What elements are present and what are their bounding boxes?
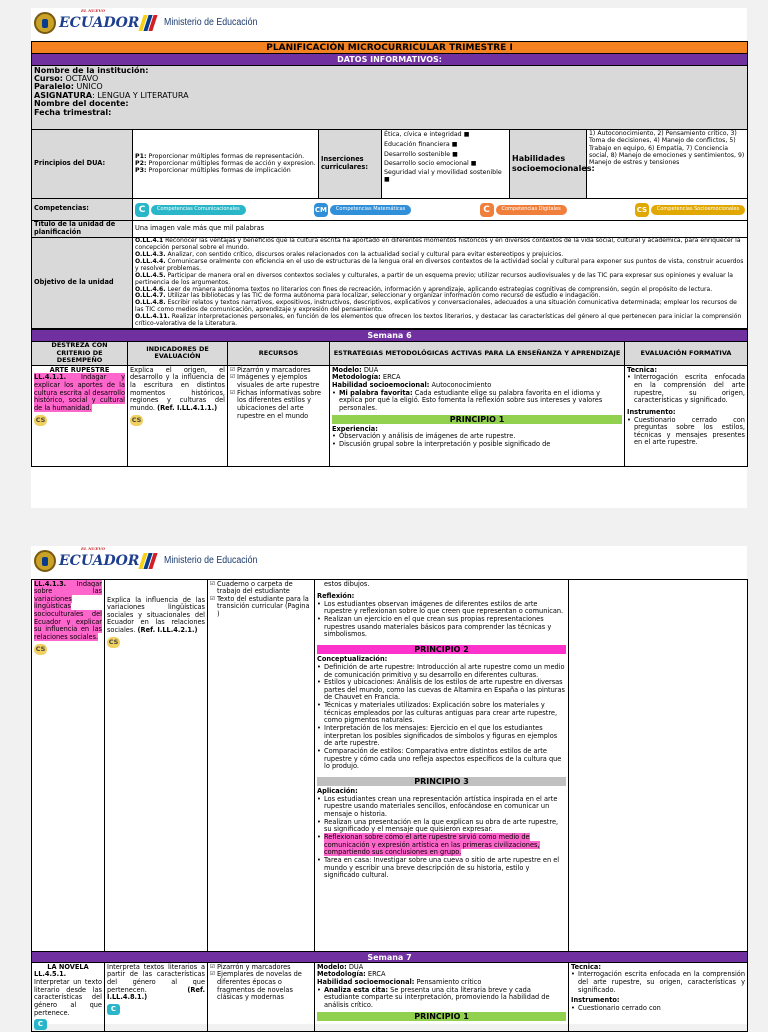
flag-stripes-icon bbox=[141, 15, 156, 31]
semana-7-header: Semana 7 bbox=[32, 952, 748, 963]
brand-logo: EL NUEVO ECUADOR bbox=[59, 545, 140, 569]
p2-destreza: LL.4.1.3. Indagar sobre las variaciones lingüísticas socioculturales del Ecuador y explicar su influencia en las relaciones sociales. CS bbox=[32, 580, 105, 952]
w6-destreza: ARTE RUPESTRE LL.4.1.1. Indagar y explicar los aportes de la cultura escrita al desarrollo histórico, social y cultural de la humanidad. CS bbox=[32, 366, 128, 467]
week6-table bbox=[31, 329, 748, 467]
socioemocional-badge-icon: CS bbox=[108, 637, 119, 646]
p2-recursos: ☑ Cuaderno o carpeta de trabajo del estudiante ☑ Texto del estudiante para la transición curricular (Pagina ) bbox=[208, 580, 315, 952]
col-evaluacion: EVALUACIÓN FORMATIVA bbox=[625, 341, 748, 366]
fecha-label: Fecha trimestral: bbox=[34, 107, 112, 117]
w6-estrategias: Modelo: DUA Metodología: ERCA Habilidad socioemocional: Autoconocimiento • Mi palabra favorita: Cada estudiante elige su palabra favorita en el idioma y explica por qué la eligió. Esto fomenta la reflexión sobre sus intereses y valores personales. PRINCIPIO 1 Experiencia: • Observación y análisis de imágenes de arte rupestre. • Discusión grupal sobre la interpretación y posible significado de bbox=[330, 366, 625, 467]
col-indicadores: INDICADORES DE EVALUACIÓN bbox=[128, 341, 228, 366]
socioemocional-badge-icon: CS bbox=[131, 415, 142, 424]
docente-label: Nombre del docente: bbox=[34, 99, 129, 109]
col-destreza: DESTREZA CON CRITERIO DE DESEMPEÑO bbox=[32, 341, 128, 366]
w7-recursos: ☑ Pizarrón y marcadores ☑ Ejemplares de novelas de diferentes épocas o fragmentos de novelas clásicas y modernas bbox=[208, 963, 315, 1031]
comunicacional-badge-icon: C bbox=[34, 1019, 47, 1030]
principio-2-header: PRINCIPIO 2 bbox=[317, 645, 566, 654]
page-header bbox=[31, 546, 747, 579]
dua-label: Principios del DUA: bbox=[32, 129, 133, 198]
w6-recursos: ☑ Pizarrón y marcadores ☑ Imágenes y ejemplos visuales de arte rupestre ☑ Fichas informativas sobre los diferentes estilos y ubicaciones del arte rupestre en el mundo bbox=[228, 366, 330, 467]
ministry-name: Ministerio de Educación bbox=[164, 555, 258, 567]
week6-continued-table bbox=[31, 579, 748, 1032]
socioemocional-badge-icon: CS bbox=[35, 644, 46, 653]
unidad-value: Una imagen vale más que mil palabras bbox=[133, 220, 748, 237]
paralelo-line: Paralelo: UNICO bbox=[34, 82, 103, 92]
w7-indicador: Interpreta textos literarios a partir de las características del género al que pertenecen. (Ref. I.LL.4.8.1.) C bbox=[105, 963, 208, 1031]
p2-evaluacion bbox=[569, 580, 748, 952]
datos-header: DATOS INFORMATIVOS: bbox=[32, 54, 748, 65]
competencias-row bbox=[133, 198, 748, 220]
ministry-name: Ministerio de Educación bbox=[164, 17, 258, 29]
info-table bbox=[31, 41, 748, 329]
page-header bbox=[31, 8, 747, 41]
comunicacionales-icon: C bbox=[135, 203, 149, 217]
col-estrategias: ESTRATEGIAS METODOLÓGICAS ACTIVAS PARA LA ENSEÑANZA Y APRENDIZAJE bbox=[330, 341, 625, 366]
crest-icon bbox=[34, 12, 56, 34]
w7-evaluacion: Tecnica: • Interrogación escrita enfocada en la comprensión del arte rupestre, su origen, características y significado. Instrumento: • Cuestionario cerrado con bbox=[569, 963, 748, 1031]
w6-indicador: Explica el origen, el desarrollo y la influencia de la escritura en distintos momentos históricos, regiones y culturas del mundo. (Ref. I.LL.4.1.1.) CS bbox=[128, 366, 228, 467]
flag-stripes-icon bbox=[141, 553, 156, 569]
institution-label: Nombre de la institución: bbox=[34, 65, 149, 75]
w7-estrategias: Modelo: DUA Metodología: ERCA Habilidad socioemocional: Pensamiento crítico • Analiza esta cita: Se presenta una cita literaria breve y cada estudiante comparte su interpretación, promoviendo la habilidad de análisis crítico. PRINCIPIO 1 bbox=[315, 963, 569, 1031]
principio-1-header: PRINCIPIO 1 bbox=[332, 415, 622, 424]
brand-logo: EL NUEVO ECUADOR bbox=[59, 7, 140, 31]
habilidades-label: Habilidades socioemocionales: bbox=[510, 129, 587, 198]
comp-digitales: Competencias Digitales bbox=[496, 205, 567, 215]
ministry-logo bbox=[34, 545, 271, 572]
objetivo-label: Objetivo de la unidad bbox=[32, 237, 133, 328]
w6-evaluacion: Tecnica: • Interrogación escrita enfocada en la comprensión del arte rupestre, su origen, características y significado. Instrumento: • Cuestionario cerrado con preguntas sobre los estilos, técnicas y mensajes presentes en el arte rupestre. bbox=[625, 366, 748, 467]
objetivo-list: O.LL.4.1 Reconocer las ventajas y beneficios que la cultura escrita ha aportado en diferentes momentos históricos y en diversos contextos de la vida social, cultural y académica, para enriquecer la concepción personal sobre el mundo. O.LL.4.3. Analizar, con sentido crítico, discursos orales relacionados con la actualidad social y cultural para evitar estereotipos y prejuicios. O.LL.4.4. Comunicarse oralmente con eficiencia en el uso de estructuras de la lengua oral en diversos contextos de la actividad social y cultural para exponer sus puntos de vista, construir acuerdos y resolver problemas. O.LL.4.5. Participar de manera oral en diversos contextos sociales y culturales, a partir de un esquema previo; utilizar recursos audiovisuales y de las TIC para expresar sus opiniones y evaluar la pertinencia de los argumentos. O.LL.4.6. Leer de manera autónoma textos no literarios con fines de recreación, información y aprendizaje, aplicando estrategias cognitivas de comprensión, según el propósito de lectura. O.LL.4.7. Utilizar las bibliotecas y las TIC de forma autónoma para localizar, seleccionar y organizar información como recurso de estudio e indagación. O.LL.4.8. Escribir relatos y textos narrativos, expositivos, instructivos, descriptivos, explicativos y conversacionales, adecuados a una situación comunicativa determinada; emplear los recursos de las TIC como medios de comunicación, aprendizaje y expresión del pensamiento. O.LL.4.11. Realizar interpretaciones personales, en función de los elementos que ofrecen los textos literarios, y destacar las características del género al que pertenecen para iniciar la comprensión crítico-valorativa de la Literatura. bbox=[133, 237, 748, 328]
comp-comunicacionales: Competencias Comunicacionales bbox=[151, 205, 246, 215]
digitales-icon: C bbox=[480, 203, 494, 217]
curso-line: Curso: OCTAVO bbox=[34, 74, 99, 84]
ministry-logo bbox=[34, 7, 271, 34]
w7-destreza: LA NOVELA LL.4.5.1. Interpretar un texto literario desde las características del género al que pertenece. C bbox=[32, 963, 105, 1031]
p2-indicador: Explica la influencia de las variaciones lingüísticas sociales y situacionales del Ecuador en las relaciones sociales. (Ref. I.LL.4.2.1.) CS bbox=[105, 580, 208, 952]
inserciones-label: Inserciones curriculares: bbox=[319, 129, 382, 198]
page-1 bbox=[31, 8, 747, 508]
principio-3-header: PRINCIPIO 3 bbox=[317, 777, 566, 786]
unidad-label: Título de la unidad de planificación bbox=[32, 220, 133, 237]
socioemocional-badge-icon: CS bbox=[35, 415, 46, 424]
comunicacional-badge-icon: C bbox=[107, 1004, 120, 1015]
dua-principles: P1: Proporcionar múltiples formas de representación. P2: Proporcionar múltiples formas de acción y expresion. P3: Proporcionar múltiples formas de implicación bbox=[133, 129, 319, 198]
matematicas-icon: CM bbox=[314, 203, 328, 217]
datos-informativos bbox=[32, 65, 748, 129]
semana-6-header: Semana 6 bbox=[32, 330, 748, 341]
habilidades-text: 1) Autoconocimiento, 2) Pensamiento critico, 3) Toma de decisiones, 4) Manejo de conflictos, 5) Trabajo en equipo, 6) Empatía, 7) Conciencia social, 8) Manejo de emociones y sentimientos, 9) Manejo de estres y tensiones bbox=[587, 129, 748, 198]
p2-estrategias: estos dibujos. Reflexión: • Los estudiantes observan imágenes de diferentes estilos de arte rupestre y reflexionan sobre lo que creen que representan o comunican. • Realizan un ejercicio en el que crean sus propias representaciones rupestres usando materiales básicos para comprender las técnicas y simbolismos. PRINCIPIO 2 Conceptualización: • Definición de arte rupestre: Introducción al arte rupestre como un medio de comunicación primitivo y su desarrollo en diferentes culturas. • Estilos y ubicaciones: Análisis de los estilos de arte rupestre en diversas partes del mundo, como las cuevas de Altamira en España o las pinturas de Chauvet en Francia. • Técnicas y materiales utilizados: Explicación sobre los materiales y técnicas empleados por las culturas antiguas para crear arte rupestre, como pigmentos naturales. • Interpretación de los mensajes: Ejercicio en el que los estudiantes interpretan los posibles significados de símbolos y figuras en ejemplos de arte rupestre. • Comparación de estilos: Comparativa entre distintos estilos de arte rupestre y cómo cada uno refleja aspectos específicos de la cultura que lo produjo. PRINCIPIO 3 Aplicación: • Los estudiantes crean una representación artística inspirada en el arte rupestre usando materiales sencillos, enfocándose en comunicar un mensaje o historia. • Realizan una presentación en la que explican su obra de arte rupestre, su significado y el mensaje que quisieron expresar. • Reflexionan sobre cómo el arte rupestre sirvió como medio de comunicación y expresión artística en las primeras civilizaciones, compartiendo sus conclusiones en grupo. • Tarea en casa: Investigar sobre una cueva o sitio de arte rupestre en el mundo y escribir una breve descripción de su historia, estilo y significado cultural. bbox=[315, 580, 569, 952]
competencias-label: Competencias: bbox=[32, 198, 133, 220]
col-recursos: RECURSOS bbox=[228, 341, 330, 366]
asignatura-line: ASIGNATURA: LENGUA Y LITERATURA bbox=[34, 90, 189, 100]
socioemocionales-icon: CS bbox=[635, 203, 649, 217]
principio-1-header: PRINCIPIO 1 bbox=[317, 1012, 566, 1021]
page-title: PLANIFICACIÓN MICROCURRICULAR TRIMESTRE I bbox=[32, 42, 748, 54]
comp-matematicas: Competencias Matemáticas bbox=[330, 205, 411, 215]
inserciones-list: Ética, cívica e integridad ■ Educación financiera ■ Desarrollo sostenible ■ Desarrollo socio emocional ■ Seguridad vial y movilidad sostenible ■ bbox=[382, 129, 510, 198]
crest-icon bbox=[34, 550, 56, 572]
comp-socioemocionales: Competencias Socioemocionales bbox=[651, 205, 745, 215]
page-2 bbox=[31, 545, 747, 1029]
